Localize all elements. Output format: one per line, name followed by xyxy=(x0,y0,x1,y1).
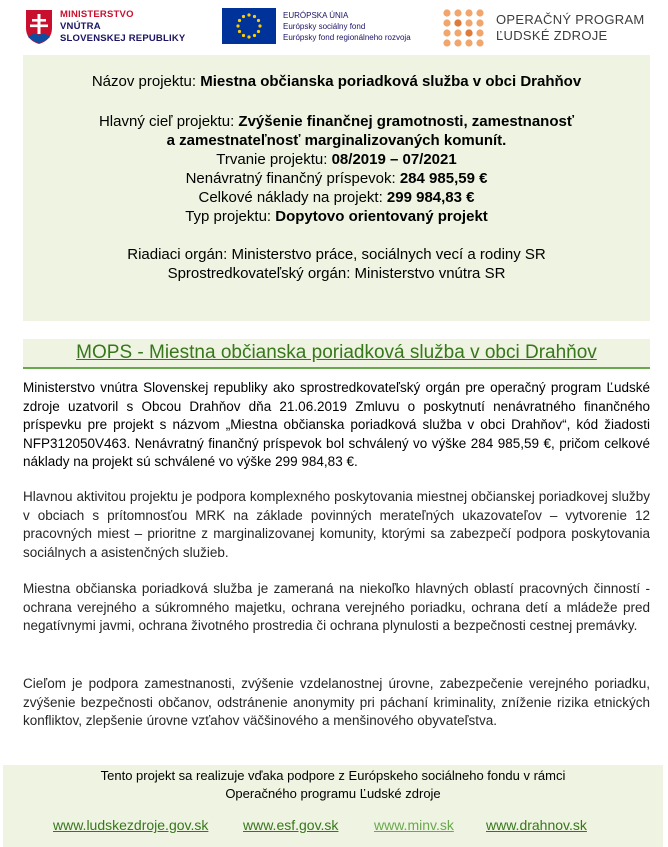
eu-line-1: EURÓPSKA ÚNIA xyxy=(283,10,349,20)
project-name-value: Miestna občianska poriadková služba v obci Drahňov xyxy=(200,73,582,90)
ministry-line-3: SLOVENSKEJ REPUBLIKY xyxy=(60,33,186,44)
project-grant-label: Nenávratný finančný príspevok: xyxy=(185,170,400,187)
logo-header xyxy=(0,0,668,56)
link-ludskezdroje[interactable]: www.ludskezdroje.gov.sk xyxy=(53,817,209,833)
link-esf[interactable]: www.esf.gov.sk xyxy=(243,817,339,833)
slovak-crest-icon xyxy=(24,8,54,46)
project-duration-value: 08/2019 – 07/2021 xyxy=(331,151,457,168)
dots-grid-icon xyxy=(442,8,486,48)
project-summary-box xyxy=(23,55,650,321)
eu-flag-icon xyxy=(222,8,276,44)
project-type-label: Typ projektu: xyxy=(185,208,276,225)
project-grant-value: 284 985,59 € xyxy=(399,170,488,187)
project-goal-value-1: Zvýšenie finančnej gramotnosti, zamestnanosť xyxy=(238,113,575,130)
ministry-line-2: VNÚTRA xyxy=(60,21,101,32)
project-goal-line-2 xyxy=(23,132,650,149)
link-drahnov[interactable]: www.drahnov.sk xyxy=(486,817,587,833)
section-heading: MOPS - Miestna občianska poriadková služba v obci Drahňov xyxy=(23,339,650,369)
project-name-line xyxy=(23,73,650,90)
op-text xyxy=(496,12,645,44)
link-minv[interactable]: www.minv.sk xyxy=(374,817,454,833)
eu-line-2: Európsky sociálny fond xyxy=(283,21,366,31)
paragraph-3: Miestna občianska poriadková služba je zameraná na niekoľko hlavných oblastí pracovných činností - ochrana verejného a súkromného majetku, ochrana verejného poriadku, ochrana detí a mládeže pred negatívnymi javmi, ochrana životného prostredia či ochrana plynulosti a bezpečnosti cestnej premávky. xyxy=(23,581,650,634)
project-duration-label: Trvanie projektu: xyxy=(216,151,332,168)
project-duration-line xyxy=(23,151,650,168)
footer-line-2: Operačného programu Ľudské zdroje xyxy=(225,786,441,801)
project-type-line xyxy=(23,208,650,225)
ministry-name xyxy=(60,9,185,45)
project-goal-line xyxy=(23,113,650,130)
project-cost-label: Celkové náklady na projekt: xyxy=(198,189,387,206)
project-name-label: Názov projektu: xyxy=(91,73,201,90)
footer-box xyxy=(3,765,663,847)
intermediate-body-line: Sprostredkovateľský orgán: Ministerstvo vnútra SR xyxy=(167,265,506,282)
project-cost-line xyxy=(23,189,650,206)
ministry-line-1: MINISTERSTVO xyxy=(60,9,134,20)
paragraph-4: Cieľom je podpora zamestnanosti, zvýšenie vzdelanostnej úrovne, zabezpečenie verejného poriadku, zvýšenie bezpečnosti občanov, odstránenie anonymity pri páchaní kriminality, zníženie rizika etnických konfliktov, zlepšenie úrovne vzťahov väčšinového a menšinového obyvateľstva. xyxy=(23,676,650,729)
project-goal-label: Hlavný cieľ projektu: xyxy=(98,113,239,130)
eu-logo xyxy=(222,8,411,44)
project-type-value: Dopytovo orientovaný projekt xyxy=(275,208,488,225)
project-cost-value: 299 984,83 € xyxy=(386,189,475,206)
ministry-logo xyxy=(24,8,185,46)
op-logo xyxy=(442,8,645,48)
eu-text xyxy=(283,10,411,43)
op-line-2: ĽUDSKÉ ZDROJE xyxy=(496,28,608,43)
managing-body-line: Riadiaci orgán: Ministerstvo práce, sociálnych vecí a rodiny SR xyxy=(127,246,546,263)
paragraph-2: Hlavnou aktivitou projektu je podpora komplexného poskytovania miestnej občianskej poriadkovej služby v obciach s prítomnosťou MRK na základe povinných merateľných ukazovateľov – vytvorenie 12 pracovných miest – prioritne z marginalizovanej komunity, ktorými sa zabezpečí podpora poskytovania sociálnych a asistenčných služieb. xyxy=(23,489,650,560)
project-goal-value-2: a zamestnateľnosť marginalizovaných komunít. xyxy=(166,132,507,149)
op-line-1: OPERAČNÝ PROGRAM xyxy=(496,12,645,27)
paragraph-1: Ministerstvo vnútra Slovenskej republiky ako sprostredkovateľský orgán pre operačný program Ľudské zdroje uzatvoril s Obcou Drahňov dňa 21.06.2019 Zmluvu o poskytnutí nenávratného finančného príspevku pre projekt s názvom „Miestna občianska poriadková služba v obci Drahňov“, kód žiadosti NFP312050V463. Nenávratný finančný príspevok bol schválený vo výške 284 985,59 €, pričom celkové náklady na projekt sú schválené vo výške 299 984,83 €. xyxy=(23,380,650,470)
project-grant-line xyxy=(23,170,650,187)
footer-line-1: Tento projekt sa realizuje vďaka podpore z Európskeho sociálneho fondu v rámci xyxy=(100,768,566,783)
eu-line-3: Európsky fond regionálneho rozvoja xyxy=(283,32,411,42)
